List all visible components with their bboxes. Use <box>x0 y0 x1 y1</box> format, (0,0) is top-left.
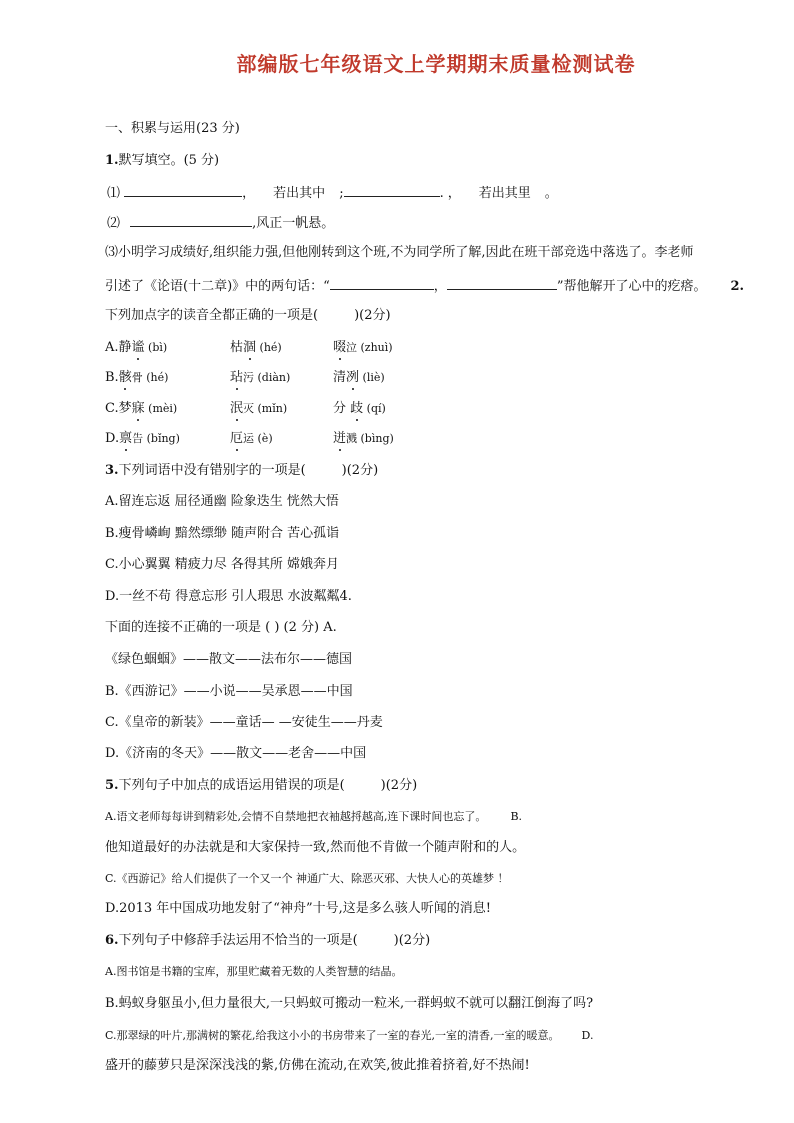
q1-item-3-line2 <box>105 277 744 295</box>
question-number: 3. <box>105 463 119 478</box>
q2-word <box>230 370 290 386</box>
word-text: 溅 (bìng) <box>346 432 394 445</box>
word-text: 枯 <box>230 340 244 355</box>
dotted-phrase: 把衣袖越捋越高 <box>306 810 384 823</box>
question-number: 1. <box>105 153 119 168</box>
dotted-char: 迸 <box>333 431 347 446</box>
dotted-phrase: 随声附和 <box>434 840 487 855</box>
dotted-char: 涸 <box>243 340 257 355</box>
question-number: 6. <box>105 933 119 948</box>
q2-word <box>333 431 394 447</box>
q3-option-a: A.留连忘返 屈径通幽 险象迭生 恍然大悟 <box>105 494 339 509</box>
answer-blank[interactable] <box>124 184 242 197</box>
dotted-char: 冽 <box>346 370 360 385</box>
item-text: ”帮他解开了心中的疙瘩。 <box>556 279 707 294</box>
dotted-char: 啜 <box>333 340 347 355</box>
question-text: )(2分) <box>380 778 418 793</box>
word-text: 静 <box>118 340 132 355</box>
word-text: 骨 (hé) <box>131 371 169 384</box>
item-number: ⑴ <box>107 186 121 201</box>
dotted-char: 歧 <box>350 401 364 416</box>
word-text: 梦 <box>118 401 132 416</box>
option-text: C.《西游记》给人们提供了一个又一个 <box>105 872 297 885</box>
dotted-char: 骸 <box>118 370 132 385</box>
punct: ， <box>242 186 256 201</box>
dotted-char: 泯 <box>230 401 244 416</box>
q2-word <box>105 340 167 356</box>
question-number: 5. <box>105 778 119 793</box>
poem-text: ,风正一帆悬。 <box>252 216 335 231</box>
q2-word <box>333 340 393 356</box>
option-text: A.语文老师每每讲到精彩处,会情不自禁地 <box>105 810 307 823</box>
option-text: ,连下课时间也忘了。 <box>383 810 487 823</box>
q2-word <box>105 431 180 447</box>
q6-option-c <box>105 1028 593 1044</box>
word-text: (liè) <box>359 371 385 384</box>
word-text: (qí) <box>363 402 386 415</box>
q3-option-c: C.小心翼翼 精疲力尽 各得其所 嫦娥奔月 <box>105 557 340 572</box>
question-text: 下列词语中没有错别字的一项是( <box>118 463 306 478</box>
word-text: 分 <box>333 401 351 416</box>
option-label: B. <box>105 370 119 385</box>
q2-word <box>105 370 168 386</box>
word-text: 灭 (mǐn) <box>243 402 288 415</box>
q6-option-a: A.图书馆是书籍的宝库，那里贮藏着无数的人类智慧的结晶。 <box>105 965 403 978</box>
q6-option-b: B.蚂蚁身躯虽小,但力量很大,一只蚂蚁可搬动一粒米,一群蚂蚁不就可以翻江倒海了吗? <box>105 996 594 1011</box>
option-text: 他知道最好的办法就是和大家保持一致,然而他不肯做一个 <box>105 840 435 855</box>
poem-text: 若出其里 <box>478 186 531 201</box>
q1-item-2 <box>107 214 334 232</box>
q2-word <box>230 340 282 356</box>
q4-option-c: C.《皇帝的新装》——童话— —安徒生——丹麦 <box>105 715 383 730</box>
word-text: 告 (bǐng) <box>132 432 180 445</box>
dotted-char: 寐 <box>131 401 145 416</box>
q5-option-a <box>105 809 522 825</box>
word-text: 泣 (zhuì) <box>346 341 393 354</box>
q5-option-d <box>105 901 491 917</box>
question-2-stem <box>105 308 391 324</box>
option-label: B. <box>510 810 523 823</box>
punct: ， <box>433 279 447 294</box>
dotted-char: 谧 <box>131 340 145 355</box>
question-text: 下列句子中修辞手法运用不恰当的一项是( <box>118 933 358 948</box>
question-3-stem <box>105 463 378 479</box>
option-text: C.那翠绿的叶片,那满树的繁花,给我这小小的书房带来了一室的春光,一室的清香,一室的暖意。 <box>105 1029 560 1042</box>
item-text: 引述了《论语(十二章)》中的两句话：“ <box>105 279 330 294</box>
dotted-char: 玷 <box>230 370 244 385</box>
word-text: (bì) <box>144 341 168 354</box>
word-text: (hé) <box>256 341 282 354</box>
q2-word <box>105 401 177 417</box>
q5-option-c <box>105 871 509 887</box>
q1-item-1 <box>107 184 558 202</box>
option-text: 的消息! <box>446 901 491 916</box>
word-text: (mèi) <box>144 402 178 415</box>
question-text: 默写填空。(5 分) <box>118 153 220 168</box>
question-text: )(2分) <box>341 463 379 478</box>
answer-blank[interactable] <box>447 277 557 290</box>
item-number: ⑵ <box>107 216 121 231</box>
question-text: )(2分) <box>354 308 391 323</box>
q2-word <box>333 401 386 417</box>
punct: . <box>439 186 444 201</box>
q2-word <box>230 401 287 417</box>
punct: 。 <box>544 186 558 201</box>
q6-option-d: 盛开的藤萝只是深深浅浅的紫,仿佛在流动,在欢笑,彼此推着挤着,好不热闹! <box>105 1058 530 1073</box>
dotted-phrase: 神通广大、除恶灭邪、大快人心 <box>296 872 451 885</box>
question-text: )(2分) <box>393 933 431 948</box>
punct: ， <box>447 186 461 201</box>
answer-blank[interactable] <box>344 184 440 197</box>
option-label: D. <box>105 431 120 446</box>
question-5-stem <box>105 778 417 794</box>
q3-option-b: B.瘦骨嶙峋 黯然缥缈 随声附合 苦心孤诣 <box>105 526 340 541</box>
word-text: 运 (è) <box>243 432 273 445</box>
q1-item-3-line1: ⑶小明学习成绩好,组织能力强,但他刚转到这个班,不为同学所了解,因此在班干部竞选中落选了。李老师 <box>105 245 694 260</box>
option-label: D. <box>581 1029 594 1042</box>
section-heading: 一、积累与运用(23 分) <box>105 121 240 136</box>
q4-option-d: D.《济南的冬天》——散文——老舍——中国 <box>105 746 367 761</box>
question-number: 2. <box>730 279 745 294</box>
question-text: 下列加点字的读音全都正确的一项是( <box>105 308 319 323</box>
word-text: 污 (diàn) <box>243 371 291 384</box>
punct: ; <box>339 186 344 201</box>
q4-option-a: 《绿色蝈蝈》——散文——法布尔——德国 <box>105 652 353 667</box>
poem-text: 若出其中 <box>273 186 326 201</box>
question-1-stem <box>105 153 219 169</box>
page-title: 部编版七年级语文上学期期末质量检测试卷 <box>236 52 636 76</box>
q5-option-b <box>105 840 525 856</box>
q4-option-b: B.《西游记》——小说——吴承恩——中国 <box>105 684 353 699</box>
question-6-stem <box>105 933 430 949</box>
option-text: 的英雄梦 ！ <box>450 872 509 885</box>
dotted-char: 厄 <box>230 431 244 446</box>
option-text: D.2013 年中国成功地发射了“神舟”十号,这是多么 <box>105 901 395 916</box>
dotted-char: 禀 <box>119 431 133 446</box>
q3-option-d: D.一丝不苟 得意忘形 引人瑕思 水波粼粼4. <box>105 589 352 604</box>
q2-word <box>333 370 385 386</box>
question-text: 下列句子中加点的成语运用错误的项是( <box>118 778 345 793</box>
question-4-stem: 下面的连接不正确的一项是 ( ) (2 分) A. <box>105 620 337 635</box>
word-text: 清 <box>333 370 347 385</box>
answer-blank[interactable] <box>130 214 252 227</box>
dotted-phrase: 骇人听闻 <box>394 901 447 916</box>
option-label: A. <box>105 340 119 355</box>
option-text: 的人。 <box>486 840 526 855</box>
answer-blank[interactable] <box>330 277 434 290</box>
option-label: C. <box>105 401 119 416</box>
q2-word <box>230 431 273 447</box>
